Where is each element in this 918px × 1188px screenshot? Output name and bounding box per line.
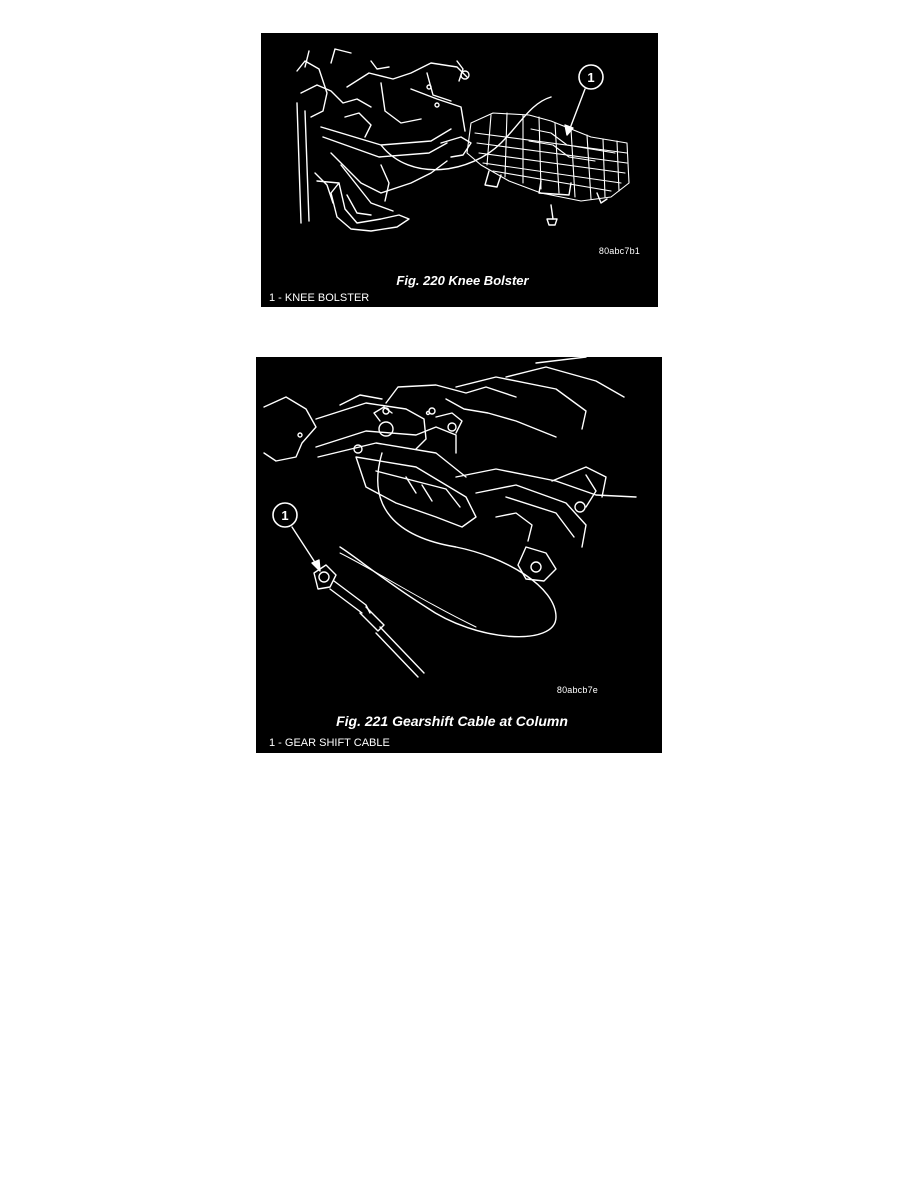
gearshift-cable bbox=[340, 453, 556, 637]
knee-bolster-panel bbox=[467, 113, 629, 201]
knee-bolster-illustration bbox=[261, 33, 658, 307]
figure-knee-bolster bbox=[261, 33, 658, 307]
gearshift-cable-illustration bbox=[256, 357, 662, 753]
figure-caption: Fig. 220 Knee Bolster bbox=[396, 273, 529, 288]
figure-gearshift-cable bbox=[256, 357, 662, 753]
svg-text:1: 1 bbox=[587, 70, 595, 85]
steering-column-structure bbox=[264, 357, 636, 581]
figure-legend: 1 - KNEE BOLSTER bbox=[269, 292, 370, 304]
bolt bbox=[547, 205, 557, 225]
figure-code: 80abc7b1 bbox=[598, 246, 640, 256]
cable-end-fitting bbox=[314, 565, 424, 677]
wire-line bbox=[381, 97, 551, 170]
dash-structure-lines bbox=[297, 49, 471, 223]
callout-1-gear-shift-cable bbox=[273, 503, 320, 571]
figure-caption: Fig. 221 Gearshift Cable at Column bbox=[336, 713, 568, 729]
figure-legend: 1 - GEAR SHIFT CABLE bbox=[269, 737, 390, 749]
callout-1-knee-bolster bbox=[565, 65, 603, 135]
figure-code: 80abcb7e bbox=[556, 685, 598, 695]
svg-text:1: 1 bbox=[281, 508, 289, 523]
